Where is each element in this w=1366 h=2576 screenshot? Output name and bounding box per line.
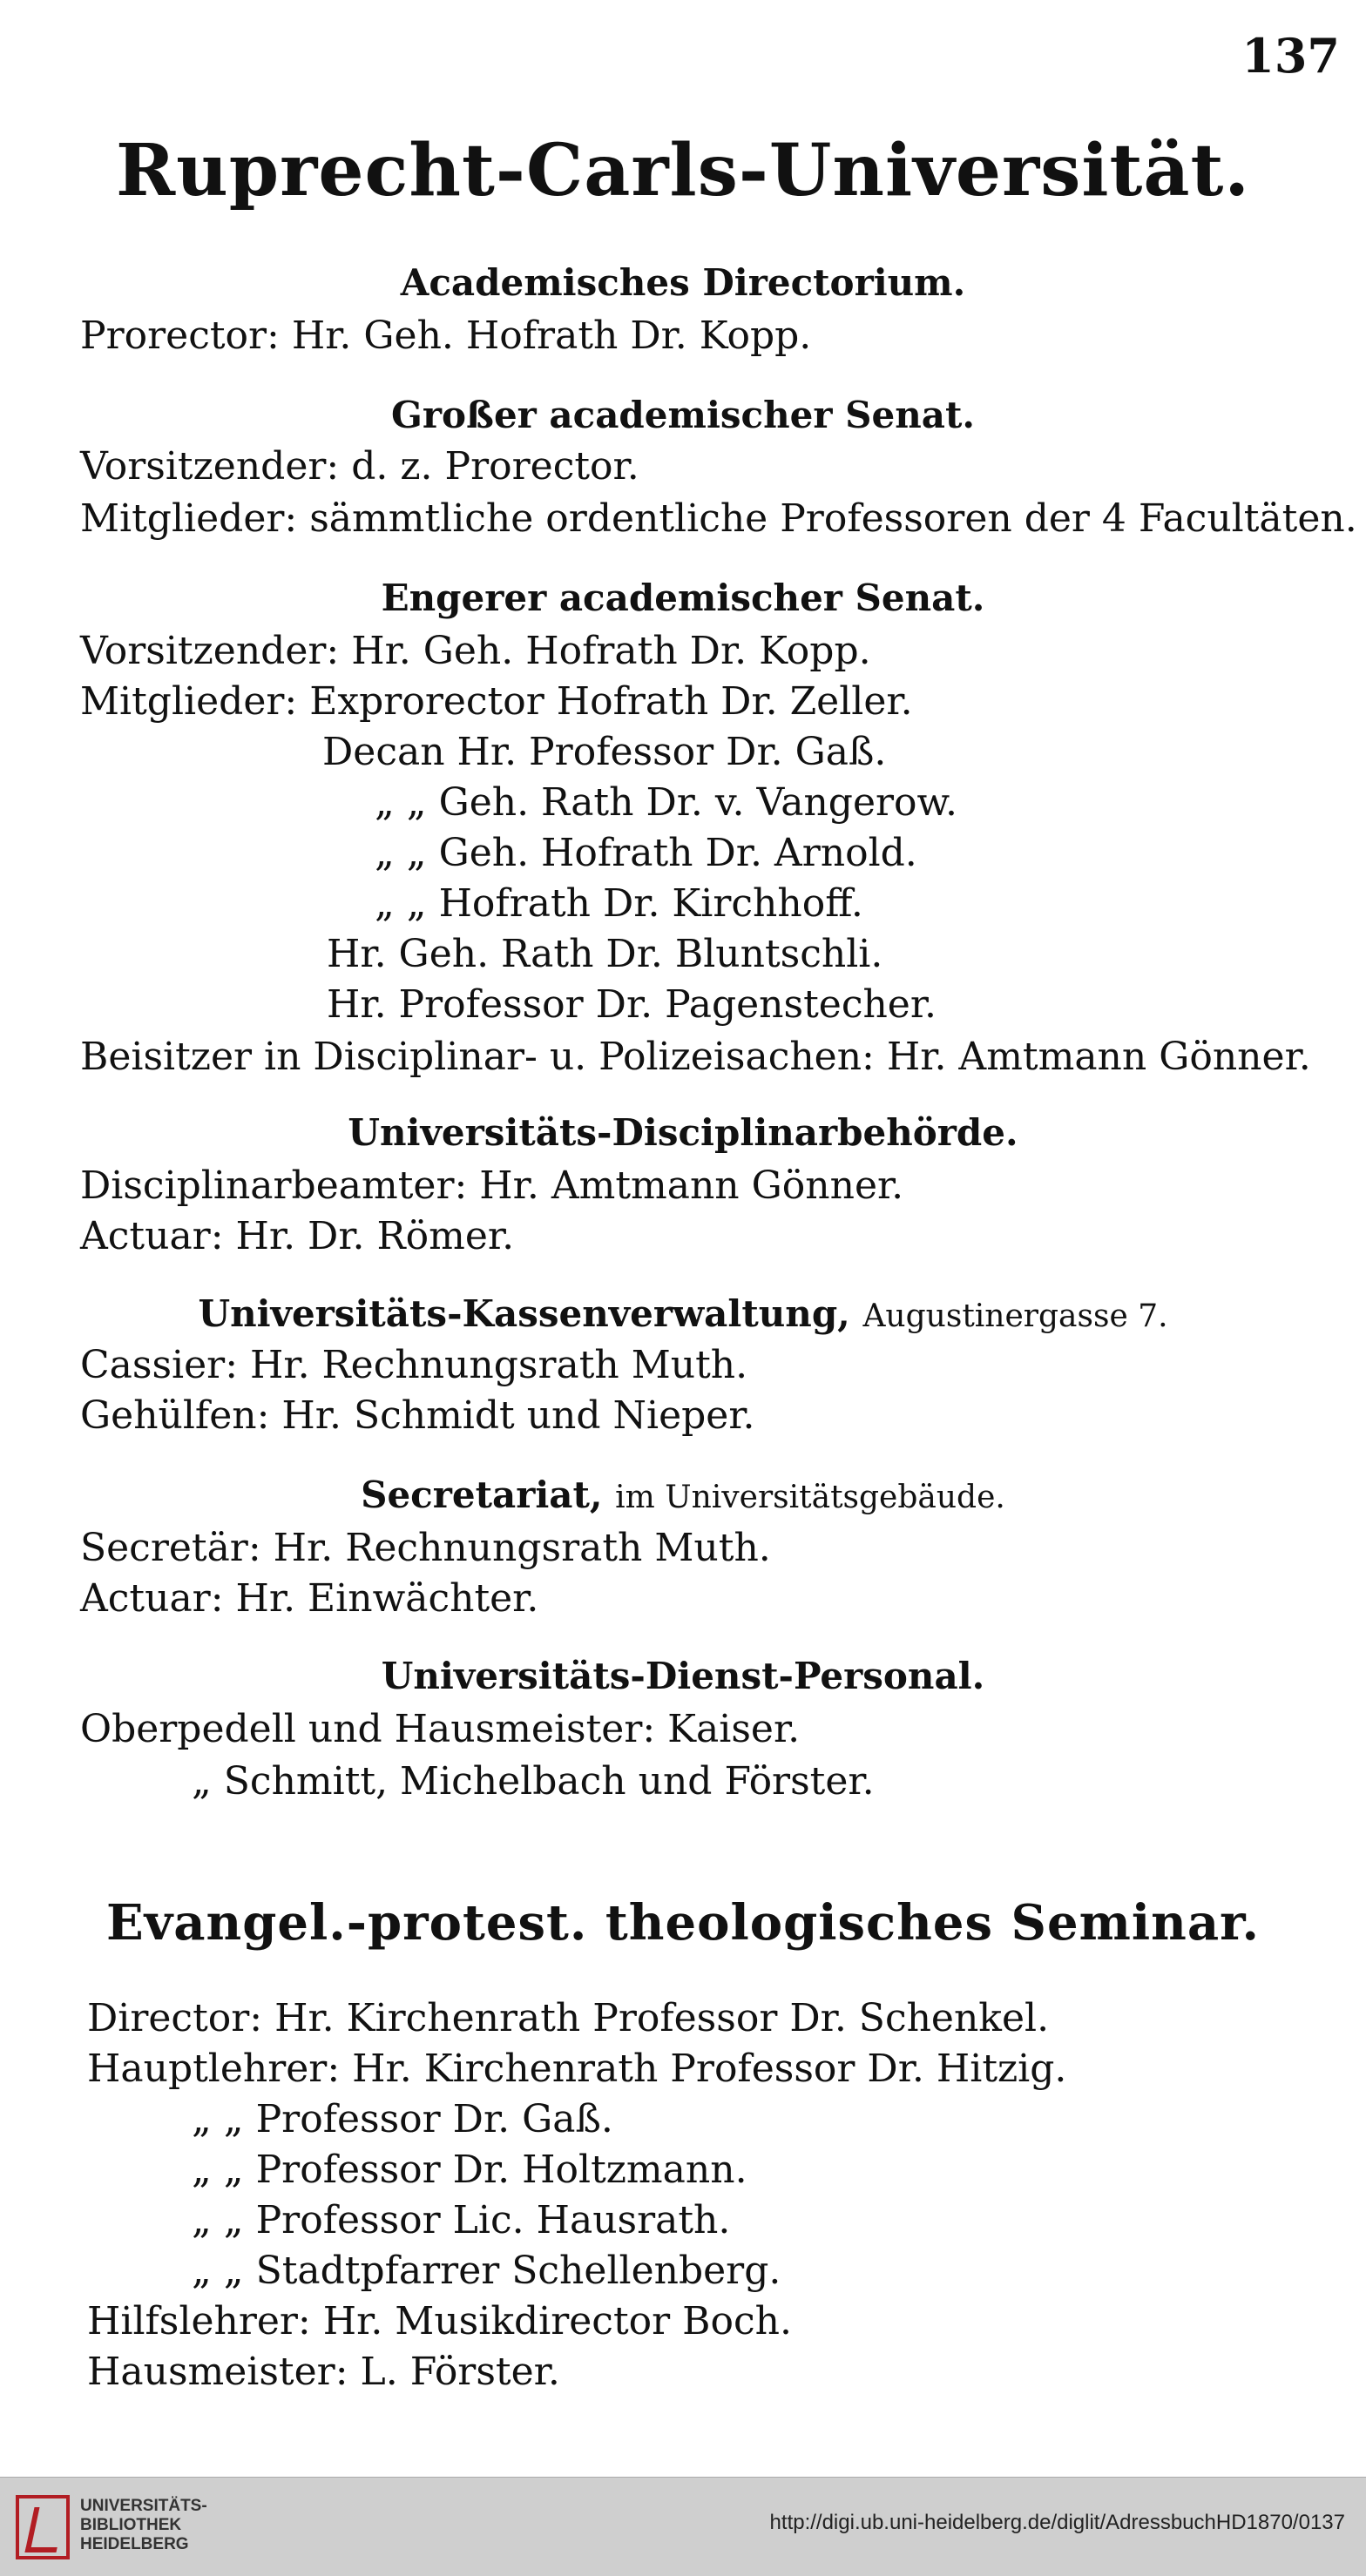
- section-heading-text: Secretariat,: [361, 1473, 603, 1516]
- library-logo-icon: [16, 2495, 70, 2559]
- section-heading-disciplinarbehoerde: Universitäts-Disciplinarbehörde.: [348, 1111, 1018, 1154]
- entry-line: Hilfslehrer: Hr. Musikdirector Boch.: [87, 2299, 792, 2343]
- page-title: Ruprecht-Carls-Universität.: [116, 129, 1250, 212]
- entry-line: Oberpedell und Hausmeister: Kaiser.: [80, 1707, 801, 1751]
- section-heading-directorium: Academisches Directorium.: [400, 261, 966, 304]
- entry-line: Cassier: Hr. Rechnungsrath Muth.: [80, 1343, 748, 1387]
- section-heading-secretariat: [0, 1473, 1366, 1516]
- section-heading-engerer-senat: Engerer academischer Senat.: [381, 577, 985, 619]
- entry-line: Hauptlehrer: Hr. Kirchenrath Professor Dr. Hitzig.: [87, 2047, 1067, 2091]
- entry-line: Hausmeister: L. Förster.: [87, 2350, 560, 2394]
- entry-line: „ „ Stadtpfarrer Schellenberg.: [192, 2249, 781, 2293]
- institution-name: [80, 2497, 207, 2554]
- entry-line: Gehülfen: Hr. Schmidt und Nieper.: [80, 1393, 755, 1438]
- institution-line: BIBLIOTHEK: [80, 2516, 182, 2534]
- institution-line: HEIDELBERG: [80, 2535, 189, 2553]
- source-url-link[interactable]: http://digi.ub.uni-heidelberg.de/diglit/AdressbuchHD1870/0137: [769, 2511, 1345, 2534]
- entry-line: Hr. Professor Dr. Pagenstecher.: [327, 982, 937, 1027]
- entry-line: Secretär: Hr. Rechnungsrath Muth.: [80, 1526, 771, 1570]
- section-heading-kassenverwaltung: [0, 1292, 1366, 1335]
- section-heading-note: im Universitätsgebäude.: [615, 1480, 1005, 1515]
- section-heading-note: Augustinergasse 7.: [862, 1298, 1168, 1334]
- entry-line: Vorsitzender: Hr. Geh. Hofrath Dr. Kopp.: [80, 629, 871, 673]
- section-heading-text: Universitäts-Kassenverwaltung,: [198, 1292, 850, 1335]
- page-number: 137: [1241, 28, 1340, 84]
- entry-line: „ „ Geh. Rath Dr. v. Vangerow.: [375, 780, 957, 825]
- entry-line: „ „ Professor Lic. Hausrath.: [192, 2198, 731, 2242]
- entry-line: Actuar: Hr. Einwächter.: [80, 1576, 539, 1621]
- entry-line: „ „ Geh. Hofrath Dr. Arnold.: [375, 831, 917, 875]
- entry-line: „ „ Professor Dr. Gaß.: [192, 2097, 613, 2141]
- institution-line: UNIVERSITÄTS-: [80, 2497, 207, 2515]
- footer-bar: [0, 2477, 1366, 2576]
- seminar-title: Evangel.-protest. theologisches Seminar.: [106, 1894, 1260, 1952]
- entry-line: Vorsitzender: d. z. Prorector.: [80, 444, 639, 489]
- entry-line: Director: Hr. Kirchenrath Professor Dr. Schenkel.: [87, 1996, 1050, 2040]
- entry-line: „ „ Hofrath Dr. Kirchhoff.: [375, 881, 863, 926]
- entry-line: Hr. Geh. Rath Dr. Bluntschli.: [327, 932, 883, 976]
- section-heading-grosser-senat: Großer academischer Senat.: [391, 394, 975, 436]
- entry-line: Beisitzer in Disciplinar- u. Polizeisachen: Hr. Amtmann Gönner.: [80, 1035, 1311, 1079]
- section-heading-dienst-personal: Universitäts-Dienst-Personal.: [381, 1655, 985, 1697]
- entry-line: „ Schmitt, Michelbach und Förster.: [192, 1759, 875, 1804]
- entry-line: Mitglieder: Exprorector Hofrath Dr. Zeller.: [80, 679, 913, 724]
- entry-line: „ „ Professor Dr. Holtzmann.: [192, 2148, 747, 2192]
- entry-line: Disciplinarbeamter: Hr. Amtmann Gönner.: [80, 1163, 904, 1208]
- entry-line: Prorector: Hr. Geh. Hofrath Dr. Kopp.: [80, 314, 812, 358]
- entry-line: Mitglieder: sämmtliche ordentliche Professoren der 4 Facultäten.: [80, 496, 1357, 541]
- entry-line: Decan Hr. Professor Dr. Gaß.: [322, 730, 887, 774]
- entry-line: Actuar: Hr. Dr. Römer.: [80, 1214, 515, 1258]
